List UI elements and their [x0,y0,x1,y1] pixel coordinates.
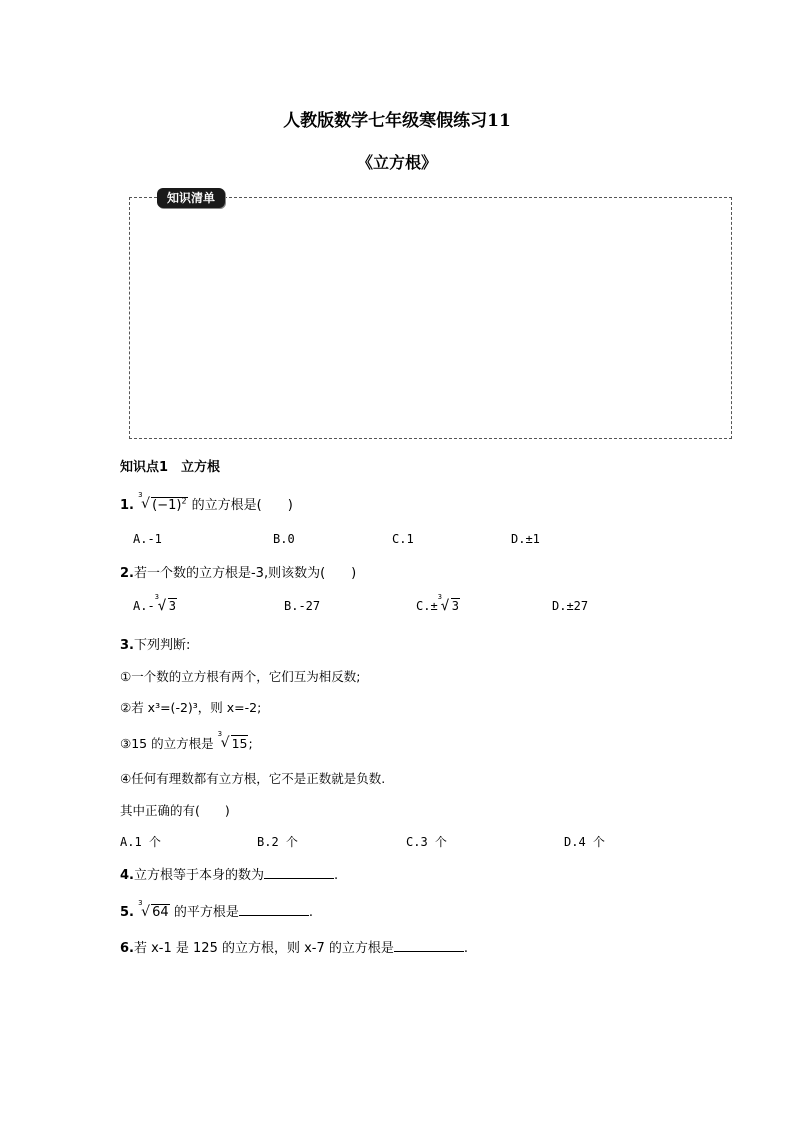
q1-option-d: D.±1 [511,532,540,546]
root-index: 3 [138,899,143,907]
q1-option-c: C.1 [392,532,414,546]
question-5-number: 5. [120,905,134,920]
question-5-end: . [308,905,313,920]
knowledge-box [129,197,732,439]
q3-option-a: A.1 个 [120,835,161,849]
question-1 [120,490,293,513]
radical-sign-icon: √ [141,904,151,920]
root-index: 3 [138,490,143,499]
root-exponent: 2 [181,496,187,506]
statement-1: ①一个数的立方根有两个，它们互为相反数; [120,669,361,684]
question-2 [120,562,356,581]
radical-sign-icon: √ [141,495,151,512]
question-3 [120,634,190,653]
answer-blank[interactable] [264,866,334,879]
question-6 [120,937,468,956]
answer-blank[interactable] [239,903,309,916]
q2-option-c-root [437,593,460,614]
statement-3-suffix: ; [248,736,253,751]
page-subtitle: 《立方根》 [356,153,437,172]
cube-root-expression [138,490,187,513]
question-6-number: 6. [120,941,134,956]
q2-option-a [133,593,177,614]
question-1-number: 1. [120,498,134,513]
question-4-text: 立方根等于本身的数为 [133,868,264,883]
question-2-number: 2. [120,566,134,581]
question-5-text: 的平方根是 [173,905,239,920]
root-body: 3 [451,599,459,613]
q2-option-a-prefix: A.- [133,599,155,613]
q3-option-c: C.3 个 [406,835,447,849]
statement-3 [120,730,253,752]
q2-option-d: D.±27 [552,599,589,613]
question-4 [120,864,338,883]
q2-option-b: B.-27 [284,599,321,613]
question-3-ask: 其中正确的有( ) [120,803,230,818]
q1-option-b: B.0 [273,532,295,546]
root-index: 3 [154,593,159,601]
page-title: 人教版数学七年级寒假练习11 [283,111,511,131]
q1-option-a: A.-1 [133,532,162,546]
root-index: 3 [437,593,442,601]
radical-sign-icon: √ [220,735,230,751]
root-body: (−1) [152,498,182,513]
radical-sign-icon: √ [157,598,167,614]
q2-option-c-prefix: C.± [416,599,438,613]
statement-4: ④任何有理数都有立方根，它不是正数就是负数. [120,771,386,786]
question-2-text: 若一个数的立方根是-3,则该数为( ) [133,566,357,581]
q3-option-d: D.4 个 [564,835,605,849]
radical-sign-icon: √ [440,598,450,614]
question-6-text: 若 x-1 是 125 的立方根，则 x-7 的立方根是 [133,941,394,956]
knowledge-box-tag: 知识清单 [157,188,225,208]
root-body: 15 [231,736,248,751]
q2-option-a-root [154,593,177,614]
root-index: 3 [217,730,223,738]
statement-2: ②若 x³=(-2)³，则 x=-2; [120,700,262,715]
q3-option-b: B.2 个 [257,835,298,849]
question-5-root [138,899,170,920]
q2-option-c [416,593,460,614]
question-4-number: 4. [120,868,134,883]
question-5 [120,901,313,920]
root-body: 64 [152,905,169,920]
statement-3-prefix: ③15 的立方根是 [120,736,214,751]
statement-3-root [217,730,249,751]
knowledge-point-heading: 知识点1 立方根 [120,460,221,475]
root-body: 3 [168,599,176,613]
question-3-text: 下列判断: [133,638,191,653]
question-6-end: . [463,941,469,956]
question-3-number: 3. [120,638,134,653]
question-4-end: . [334,868,339,883]
answer-blank[interactable] [394,939,464,952]
question-1-text: 的立方根是( ) [191,498,293,513]
